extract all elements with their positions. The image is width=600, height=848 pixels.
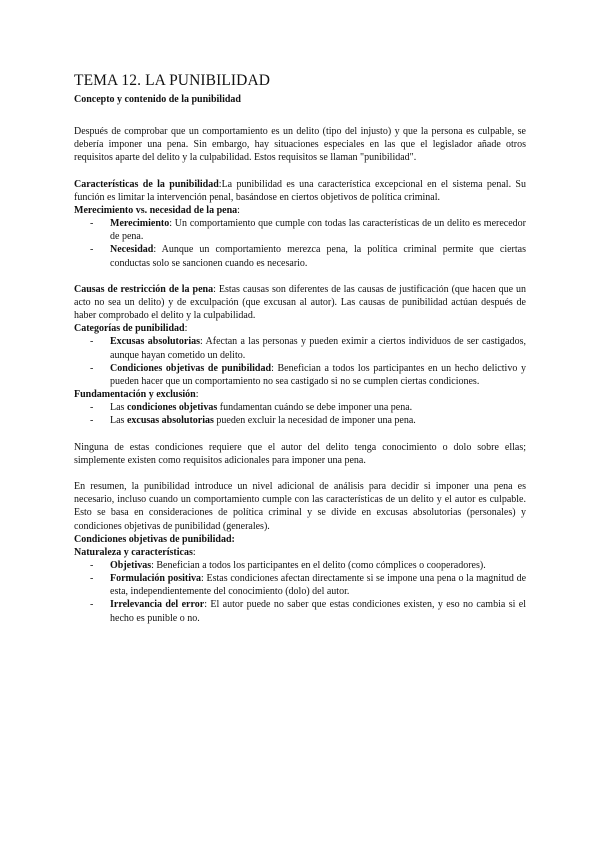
naturaleza-list [74, 559, 526, 625]
item-term: Merecimiento [110, 218, 170, 230]
item-text: pueden excluir la necesidad de imponer una pena. [213, 415, 416, 427]
list-item [74, 243, 526, 269]
item-term: excusas absolutorias [126, 415, 214, 427]
dash-bullet: - [90, 218, 94, 230]
dash-bullet: - [90, 599, 94, 611]
item-prefix: Las [110, 415, 127, 427]
caracteristicas-text: :La punibilidad es una característica excepcional en el sistema penal. Su función es limitar la intervención penal, basándose en ciertos objetivos de política criminal. [74, 178, 526, 203]
item-text: fundamentan cuándo se debe imponer una pena. [217, 402, 413, 414]
merecimiento-heading: Merecimiento vs. necesidad de la pena: [74, 205, 240, 217]
list-item [74, 414, 526, 427]
caracteristicas-label: Características de la punibilidad [74, 178, 219, 190]
item-term: Condiciones objetivas de punibilidad [110, 362, 272, 374]
item-text: : Estas condiciones afectan directamente si se impone una pena o la magnitud de esta, independientemente del conocimiento (dolo) del autor. [110, 573, 527, 598]
item-text: : El autor puede no saber que estas condiciones existen, y eso no cambia si el hecho es punible o no. [110, 599, 526, 624]
list-item [74, 401, 526, 414]
naturaleza-heading: Naturaleza y características: [74, 546, 196, 558]
list-item [74, 217, 526, 243]
item-term: Irrelevancia del error [110, 599, 205, 611]
dash-bullet: - [90, 362, 94, 374]
causas-text: : Estas causas son diferentes de las causas de justificación (que hacen que un acto no sea un delito) y de exculpación (que excusan al autor). Las causas de punibilidad actúan después de haber comprobado el delito y la culpabilidad. [74, 283, 526, 322]
causas-paragraph [74, 283, 526, 323]
list-item [74, 335, 526, 361]
resumen-paragraph: En resumen, la punibilidad introduce un nivel adicional de análisis para decidir si imponer una pena es necesario, incluso cuando un comportamiento cumple con las características de un delito y el autor es culpable. Esto se basa en consideraciones de política criminal y se divide en excusas absolutorias (personales) y condiciones objetivas de punibilidad (generales). [74, 481, 526, 532]
list-item [74, 362, 526, 388]
item-prefix: Las [110, 402, 127, 414]
item-text: : Afectan a las personas y pueden eximir a ciertos individuos de ser castigados, aunque hayan cometido un delito. [110, 336, 526, 361]
categorias-heading: Categorías de punibilidad: [74, 323, 188, 335]
ninguna-paragraph: Ninguna de estas condiciones requiere que el autor del delito tenga conocimiento o dolo sobre ellas; simplemente existen como requisitos adicionales para imponer una pena. [74, 441, 526, 466]
item-term: Formulación positiva [110, 573, 202, 585]
dash-bullet: - [90, 336, 94, 348]
dash-bullet: - [90, 559, 94, 571]
categorias-list [74, 335, 526, 388]
item-term: Excusas absolutorias [110, 336, 200, 348]
document-page [74, 72, 526, 625]
fundamentacion-list [74, 401, 526, 427]
causas-label: Causas de restricción de la pena [74, 283, 214, 295]
dash-bullet: - [90, 244, 94, 256]
item-text: : Un comportamiento que cumple con todas las características de un delito es merecedor de pena. [110, 218, 526, 243]
intro-paragraph: Después de comprobar que un comportamiento es un delito (tipo del injusto) y que la persona es culpable, se debería imponer una pena. Sin embargo, hay situaciones especiales en las que el legislador añade otros requisitos aparte del delito y la culpabilidad. Estos requisitos se llaman "punibilidad". [74, 126, 526, 164]
list-item [74, 559, 526, 572]
item-term: Objetivas [110, 559, 152, 571]
section-subtitle: Concepto y contenido de la punibilidad [74, 94, 241, 105]
dash-bullet: - [90, 402, 94, 414]
item-term: condiciones objetivas [126, 402, 218, 414]
dash-bullet: - [90, 415, 94, 427]
item-text: : Aunque un comportamiento merezca pena, la política criminal permite que ciertas conductas solo se sancionen cuando es necesario. [110, 244, 526, 269]
fundamentacion-heading: Fundamentación y exclusión: [74, 389, 199, 401]
list-item [74, 598, 526, 624]
list-item [74, 572, 526, 598]
page-title: TEMA 12. LA PUNIBILIDAD [74, 72, 271, 89]
item-text: : Benefician a todos los participantes en el delito (como cómplices o cooperadores). [151, 559, 486, 571]
dash-bullet: - [90, 573, 94, 585]
merecimiento-list [74, 217, 526, 270]
item-term: Necesidad [110, 244, 154, 256]
item-text: : Benefician a todos los participantes en un hecho delictivo y pueden hacer que un comportamiento no sea castigado si no se cumplen ciertas condiciones. [110, 362, 527, 388]
condiciones-heading: Condiciones objetivas de punibilidad: [74, 533, 235, 545]
caracteristicas-paragraph [74, 178, 526, 204]
